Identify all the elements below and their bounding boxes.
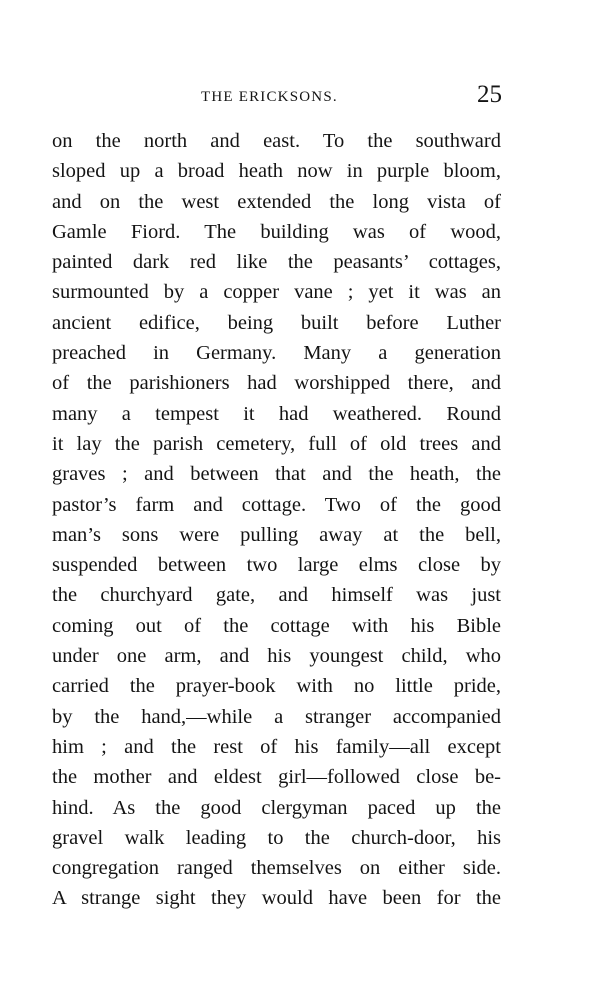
text-line: congregation ranged themselves on either side.: [52, 857, 501, 880]
running-header: [0, 81, 613, 110]
text-line: graves ; and between that and the heath, the: [52, 463, 501, 486]
text-line: sloped up a broad heath now in purple bloom,: [52, 160, 501, 183]
text-line: preached in Germany. Many a generation: [52, 342, 501, 365]
text-line: coming out of the cottage with his Bible: [52, 614, 501, 637]
text-line: of the parishioners had worshipped there, and: [52, 372, 501, 395]
running-title: THE ERICKSONS.: [201, 89, 338, 105]
page-number: 25: [477, 81, 502, 108]
text-line: A strange sight they would have been for the: [52, 887, 501, 910]
text-line: it lay the parish cemetery, full of old trees and: [52, 432, 501, 455]
text-line: hind. As the good clergyman paced up the: [52, 796, 501, 819]
text-line: ancient edifice, being built before Luther: [52, 311, 501, 334]
text-line: gravel walk leading to the church-door, his: [52, 826, 501, 849]
text-line: carried the prayer-book with no little pride,: [52, 675, 501, 698]
text-line: the mother and eldest girl—followed close be-: [52, 766, 501, 789]
text-line: under one arm, and his youngest child, who: [52, 645, 501, 668]
text-line: many a tempest it had weathered. Round: [52, 402, 501, 425]
text-line: the churchyard gate, and himself was just: [52, 584, 501, 607]
text-line: on the north and east. To the southward: [52, 130, 501, 152]
text-line: suspended between two large elms close by: [52, 554, 501, 577]
text-line: by the hand,—while a stranger accompanied: [52, 705, 501, 728]
body-text: [52, 126, 501, 914]
text-line: man’s sons were pulling away at the bell,: [52, 523, 501, 546]
text-line: Gamle Fiord. The building was of wood,: [52, 220, 501, 243]
text-line: him ; and the rest of his family—all except: [52, 735, 501, 758]
text-line: and on the west extended the long vista of: [52, 190, 501, 213]
text-line: surmounted by a copper vane ; yet it was an: [52, 281, 501, 304]
text-line: painted dark red like the peasants’ cottages,: [52, 251, 501, 274]
text-line: pastor’s farm and cottage. Two of the good: [52, 493, 501, 516]
